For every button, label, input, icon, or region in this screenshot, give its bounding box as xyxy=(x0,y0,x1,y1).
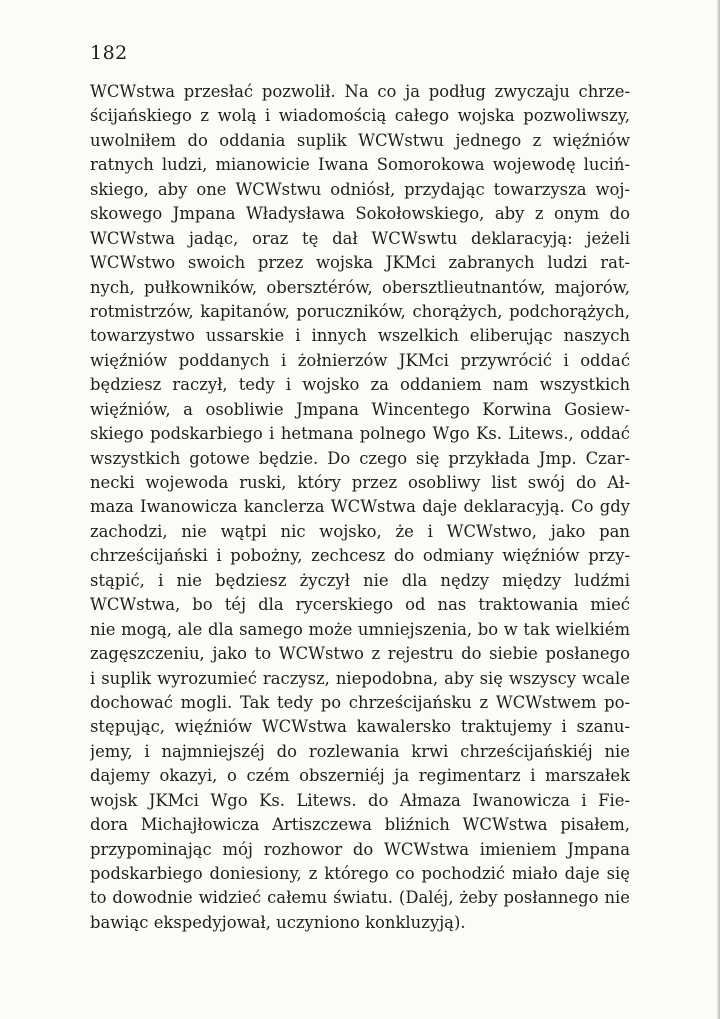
text-line: i suplik wyrozumieć raczysz, niepodobna, aby się wszyscy wcale xyxy=(90,668,630,688)
text-line: wojsk JKMci Wgo Ks. Litews. do Ałmaza Iwanowicza i Fie- xyxy=(90,790,630,810)
text-line: więźniów, a osobliwie Jmpana Wincentego Korwina Gosiew- xyxy=(90,399,630,419)
text-line: WCWstwa przesłać pozwolił. Na co ja podług zwyczaju chrze- xyxy=(90,82,630,101)
text-line: towarzystwo ussarskie i innych wszelkich eliberując naszych xyxy=(90,326,630,346)
text-line: będziesz raczył, tedy i wojsko za oddaniem nam wszystkich xyxy=(90,375,630,395)
text-line: rotmistrzów, kapitanów, poruczników, chorążych, podchorążych, xyxy=(90,301,630,321)
text-line: nych, pułkowników, obersztérów, obersztlieutnantów, majorów, xyxy=(90,277,630,297)
text-line: WCWstwa jadąc, oraz tę dał WCWswtu deklaracyją: jeżeli xyxy=(90,228,630,248)
text-line: dora Michajłowicza Artiszczewa bliźnich WCWstwa pisałem, xyxy=(90,815,630,835)
text-line: podskarbiego doniesiony, z którego co pochodzić miało daje się xyxy=(90,864,630,883)
text-line: maza Iwanowicza kanclerza WCWstwa daje deklaracyją. Co gdy xyxy=(90,497,630,517)
text-line: skiego, aby one WCWstwu odniósł, przydając towarzysza woj- xyxy=(90,179,630,199)
text-line: chrześcijański i pobożny, zechcesz do odmiany więźniów przy- xyxy=(90,546,630,566)
text-line: to dowodnie widzieć całemu światu. (Daléj, żeby posłannego nie xyxy=(90,888,630,908)
text-line: ścijańskiego z wolą i wiadomością całego wojska pozwoliwszy, xyxy=(90,106,630,126)
text-line: WCWstwa, bo téj dla rycerskiego od nas traktowania mieć xyxy=(90,595,630,615)
text-line: necki wojewoda ruski, który przez osobliwy list swój do Ał- xyxy=(90,473,630,492)
text-line: więźniów poddanych i żołnierzów JKMci przywrócić i oddać xyxy=(90,350,630,370)
body-text xyxy=(90,80,630,935)
text-line: wszystkich gotowe będzie. Do czego się przykłada Jmp. Czar- xyxy=(90,448,630,468)
text-line: jemy, i najmniejszéj do rozlewania krwi chrześcijańskiéj nie xyxy=(90,741,630,761)
text-line: dajemy okazyi, o czém obszerniéj ja regimentarz i marszałek xyxy=(90,766,630,786)
text-line: skiego podskarbiego i hetmana polnego Wgo Ks. Litews., oddać xyxy=(90,424,630,444)
text-line: zachodzi, nie wątpi nic wojsko, że i WCWstwo, jako pan xyxy=(90,521,630,541)
text-line: dochować mogli. Tak tedy po chrześcijańsku z WCWstwem po- xyxy=(90,692,630,712)
text-line: WCWstwo swoich przez wojska JKMci zabranych ludzi rat- xyxy=(90,253,630,273)
text-line: zagęszczeniu, jako to WCWstwo z rejestru do siebie posłanego xyxy=(90,644,630,664)
text-line: uwolniłem do oddania suplik WCWstwu jednego z więźniów xyxy=(90,130,630,150)
text-line: bawiąc ekspedyjował, uczyniono konkluzyją). xyxy=(90,912,466,932)
text-line: stępując, więźniów WCWstwa kawalersko traktujemy i szanu- xyxy=(90,717,630,737)
text-line: stąpić, i nie będziesz życzył nie dla nędzy między ludźmi xyxy=(90,570,630,590)
text-line: skowego Jmpana Władysława Sokołowskiego, aby z onym do xyxy=(90,204,630,224)
text-line: ratnych ludzi, mianowicie Iwana Somorokowa wojewodę luciń- xyxy=(90,155,630,175)
page-number: 182 xyxy=(90,42,128,64)
text-line: przypominając mój rozhowor do WCWstwa imieniem Jmpana xyxy=(90,839,630,859)
text-line: nie mogą, ale dla samego może umniejszenia, bo w tak wielkiém xyxy=(90,619,630,639)
